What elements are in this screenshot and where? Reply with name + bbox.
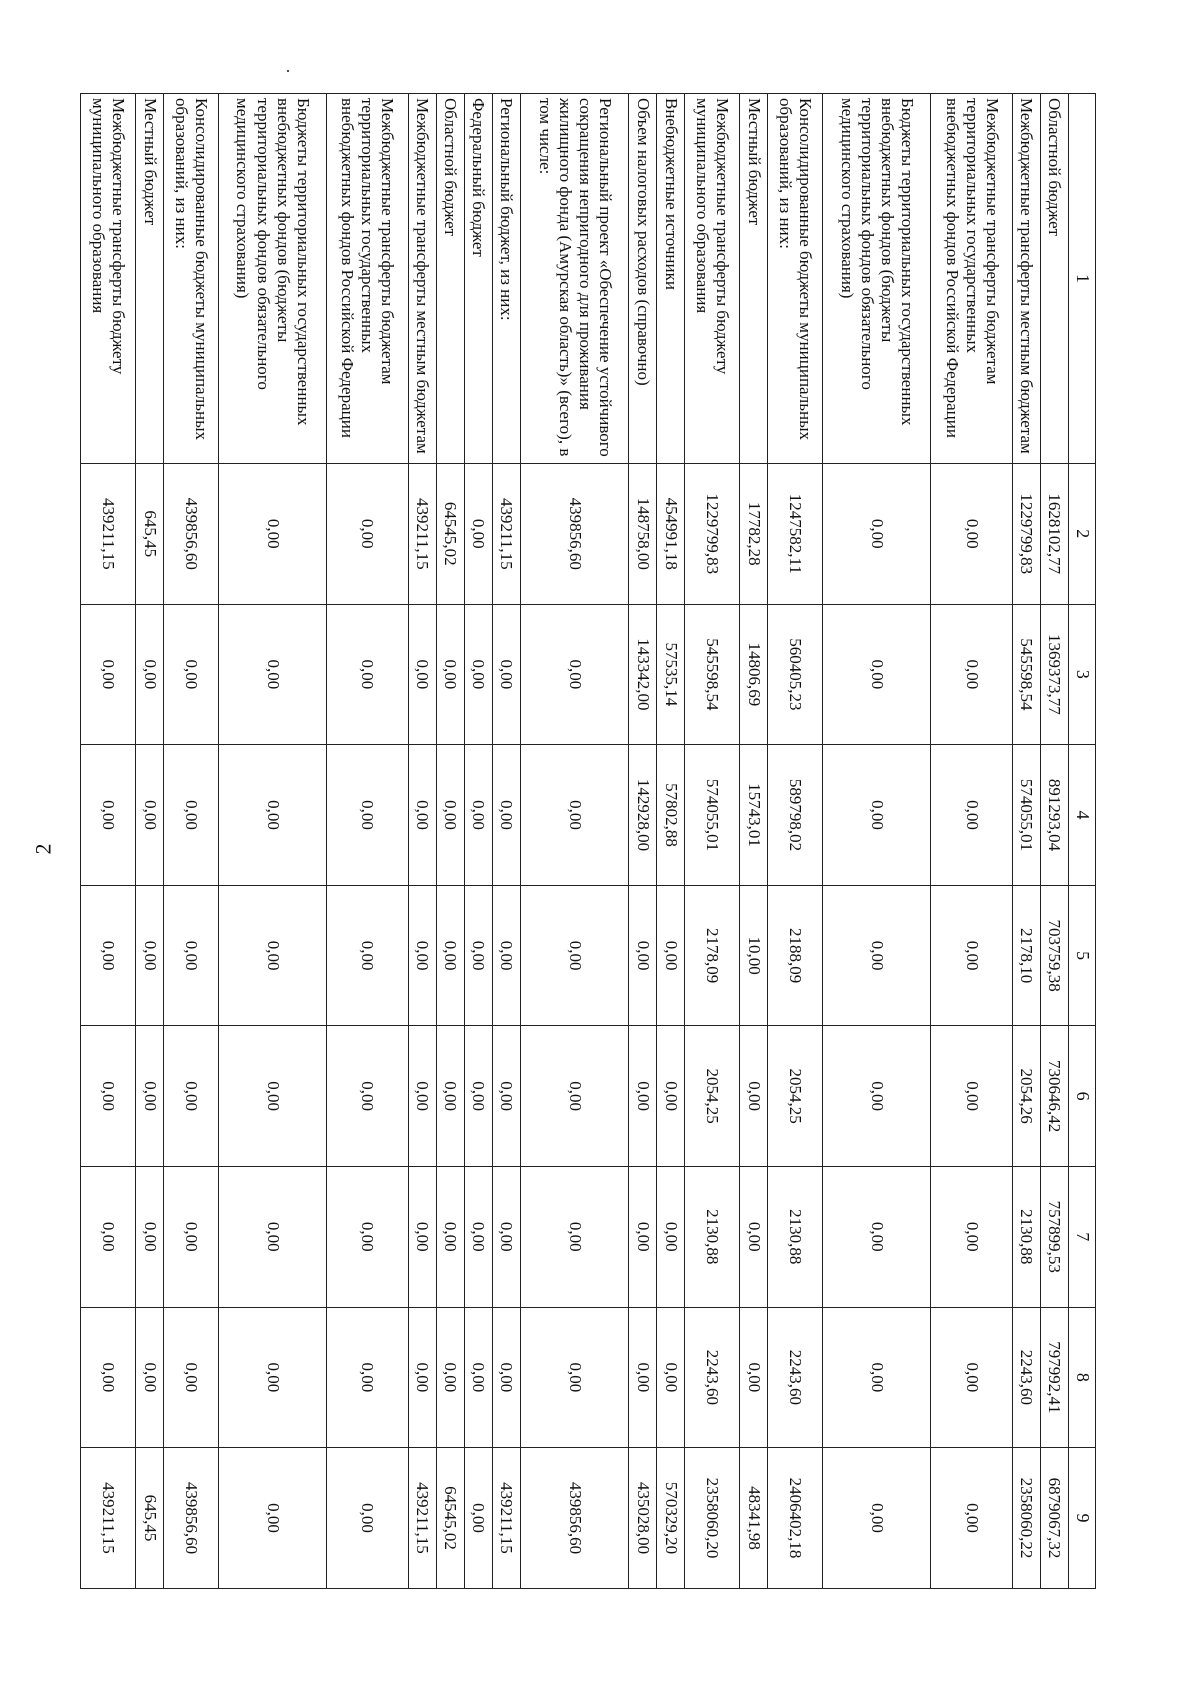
table-cell: 2130,88 [768,1166,823,1307]
table-cell: 0,00 [823,1026,931,1167]
table-cell: 439856,60 [164,1448,219,1589]
table-cell: 0,00 [629,1026,657,1167]
table-cell: 0,00 [408,1307,436,1448]
table-cell: 0,00 [327,745,409,886]
table-cell: 439856,60 [520,1448,628,1589]
table-cell: 64545,02 [436,1448,464,1589]
table-cell: 0,00 [492,745,520,886]
row-label: Консолидированные бюджеты муниципальных образований, из них: [164,94,219,464]
table-cell: 0,00 [327,604,409,745]
table-row [327,94,409,1589]
table-cell: 0,00 [136,885,164,1026]
table-cell: 0,00 [164,1307,219,1448]
table-cell: 2243,60 [685,1307,740,1448]
table-cell: 0,00 [464,464,492,605]
table-cell: 0,00 [520,1166,628,1307]
table-cell: 0,00 [823,745,931,886]
table-cell: 0,00 [408,1026,436,1167]
table-cell: 2188,09 [768,885,823,1026]
table-cell: 0,00 [931,1026,1013,1167]
table-cell: 891293,04 [1040,745,1068,886]
table-cell: 0,00 [823,1448,931,1589]
table-cell: 48341,98 [740,1448,768,1589]
table-row [740,94,768,1589]
table-cell: 0,00 [81,604,136,745]
table-cell: 0,00 [492,1307,520,1448]
table-cell: 0,00 [740,1166,768,1307]
table-cell: 703759,38 [1040,885,1068,1026]
table-cell: 0,00 [464,1026,492,1167]
table-cell: 0,00 [327,1166,409,1307]
table-cell: 0,00 [136,1166,164,1307]
column-header-1: 1 [1069,94,1096,464]
table-cell: 0,00 [436,1026,464,1167]
table-row [136,94,164,1589]
table-cell: 1229799,83 [1012,464,1040,605]
table-cell: 0,00 [823,1166,931,1307]
row-label: Федеральный бюджет [464,94,492,464]
table-cell: 0,00 [823,604,931,745]
row-label: Межбюджетные трансферты бюджетам территориальных государственных внебюджетных фондов Российской Федерации [931,94,1013,464]
column-header-2: 2 [1069,464,1096,605]
table-cell: 2054,26 [1012,1026,1040,1167]
table-cell: 0,00 [520,1026,628,1167]
table-row [218,94,326,1589]
table-cell: 0,00 [931,1307,1013,1448]
row-label: Межбюджетные трансферты бюджетам территориальных государственных внебюджетных фондов Российской Федерации [327,94,409,464]
table-cell: 2243,60 [1012,1307,1040,1448]
row-label: Межбюджетные трансферты бюджету муниципального образования [685,94,740,464]
row-label: Областной бюджет [436,94,464,464]
table-cell: 0,00 [327,885,409,1026]
table-cell: 0,00 [81,745,136,886]
table-cell: 0,00 [408,604,436,745]
row-label: Бюджеты территориальных государственных внебюджетных фондов (бюджеты территориальных фондов обязательного медицинского страхования) [823,94,931,464]
table-cell: 0,00 [81,1026,136,1167]
table-cell: 439211,15 [408,464,436,605]
table-row [768,94,823,1589]
table-cell: 0,00 [464,604,492,745]
table-header-row [1069,94,1096,1589]
table-cell: 0,00 [492,1026,520,1167]
table-cell: 0,00 [657,885,685,1026]
table-cell: 0,00 [136,1026,164,1167]
row-label: Межбюджетные трансферты бюджету муниципального образования [81,94,136,464]
column-header-9: 9 [1069,1448,1096,1589]
row-label: Объем налоговых расходов (справочно) [629,94,657,464]
table-cell: 439211,15 [81,464,136,605]
table-cell: 439856,60 [164,464,219,605]
table-cell: 0,00 [436,604,464,745]
table-cell: 574055,01 [1012,745,1040,886]
row-label: Консолидированные бюджеты муниципальных образований, из них: [768,94,823,464]
table-cell: 645,45 [136,1448,164,1589]
table-cell: 0,00 [81,885,136,1026]
table-cell: 2054,25 [768,1026,823,1167]
table-cell: 0,00 [218,1448,326,1589]
table-cell: 454991,18 [657,464,685,605]
table-cell: 2130,88 [1012,1166,1040,1307]
table-cell: 0,00 [327,1448,409,1589]
table-cell: 0,00 [931,464,1013,605]
table-cell: 0,00 [436,885,464,1026]
table-row [464,94,492,1589]
table-cell: 1247582,11 [768,464,823,605]
table-cell: 0,00 [327,464,409,605]
table-cell: 0,00 [464,745,492,886]
table-cell: 1229799,83 [685,464,740,605]
table-cell: 0,00 [408,885,436,1026]
row-label: Межбюджетные трансферты местным бюджетам [1012,94,1040,464]
table-cell: 435028,00 [629,1448,657,1589]
table-cell: 570329,20 [657,1448,685,1589]
table-cell: 2130,88 [685,1166,740,1307]
table-cell: 0,00 [136,604,164,745]
table-cell: 0,00 [464,885,492,1026]
table-cell: 0,00 [520,1307,628,1448]
table-cell: 0,00 [164,1166,219,1307]
table-cell: 757899,53 [1040,1166,1068,1307]
table-cell: 0,00 [327,1026,409,1167]
table-cell: 0,00 [740,1026,768,1167]
column-header-4: 4 [1069,745,1096,886]
table-cell: 0,00 [629,1307,657,1448]
table-cell: 10,00 [740,885,768,1026]
table-cell: 0,00 [629,1166,657,1307]
table-cell: 0,00 [657,1166,685,1307]
table-row [823,94,931,1589]
table-cell: 0,00 [464,1307,492,1448]
table-cell: 1369373,77 [1040,604,1068,745]
table-row [629,94,657,1589]
row-label: Бюджеты территориальных государственных внебюджетных фондов (бюджеты территориальных фондов обязательного медицинского страхования) [218,94,326,464]
table-cell: 0,00 [164,745,219,886]
table-cell: 0,00 [492,885,520,1026]
table-cell: 0,00 [823,885,931,1026]
table-cell: 0,00 [823,1307,931,1448]
table-cell: 2054,25 [685,1026,740,1167]
table-cell: 0,00 [931,885,1013,1026]
table-row [164,94,219,1589]
table-cell: 0,00 [436,745,464,886]
table-row [931,94,1013,1589]
table-cell: 0,00 [218,1026,326,1167]
table-cell: 2243,60 [768,1307,823,1448]
table-cell: 0,00 [408,745,436,886]
column-header-6: 6 [1069,1026,1096,1167]
table-cell: 574055,01 [685,745,740,886]
table-row [520,94,628,1589]
row-label: Местный бюджет [740,94,768,464]
table-cell: 0,00 [931,1166,1013,1307]
table-cell: 57802,88 [657,745,685,886]
table-cell: 0,00 [408,1166,436,1307]
table-cell: 142928,00 [629,745,657,886]
scan-speck [287,70,289,72]
table-cell: 0,00 [327,1307,409,1448]
row-label: Региональный проект «Обеспечение устойчивого сокращения непригодного для проживания жилищного фонда (Амурская область)» (всего), в том числе: [520,94,628,464]
row-label: Внебюджетные источники [657,94,685,464]
table-cell: 57535,14 [657,604,685,745]
column-header-8: 8 [1069,1307,1096,1448]
table-cell: 0,00 [164,1026,219,1167]
table-cell: 589798,02 [768,745,823,886]
table-cell: 439856,60 [520,464,628,605]
page-number: 2 [30,843,56,855]
table-cell: 0,00 [164,885,219,1026]
table-cell: 0,00 [520,745,628,886]
table-cell: 143342,00 [629,604,657,745]
table-cell: 6879067,32 [1040,1448,1068,1589]
table-cell: 0,00 [657,1307,685,1448]
column-header-3: 3 [1069,604,1096,745]
table-cell: 2178,10 [1012,885,1040,1026]
table-row [685,94,740,1589]
table-row [492,94,520,1589]
table-cell: 0,00 [436,1166,464,1307]
table-cell: 2406402,18 [768,1448,823,1589]
table-cell: 0,00 [464,1448,492,1589]
table-cell: 645,45 [136,464,164,605]
table-cell: 439211,15 [81,1448,136,1589]
table-cell: 730646,42 [1040,1026,1068,1167]
table-cell: 0,00 [136,745,164,886]
table-body [81,94,1069,1589]
table-cell: 1628102,77 [1040,464,1068,605]
table-cell: 797992,41 [1040,1307,1068,1448]
table-row [1012,94,1040,1589]
table-cell: 0,00 [520,885,628,1026]
table-cell: 2358060,20 [685,1448,740,1589]
table-cell: 0,00 [436,1307,464,1448]
budget-table [80,93,1096,1589]
table-cell: 545598,54 [685,604,740,745]
table-row [81,94,136,1589]
table-cell: 0,00 [464,1166,492,1307]
table-row [436,94,464,1589]
row-label: Региональный бюджет, из них: [492,94,520,464]
table-cell: 0,00 [931,1448,1013,1589]
table-cell: 439211,15 [492,1448,520,1589]
table-cell: 0,00 [629,885,657,1026]
table-cell: 0,00 [164,604,219,745]
table-cell: 560405,23 [768,604,823,745]
table-cell: 0,00 [931,745,1013,886]
column-header-5: 5 [1069,885,1096,1026]
table-cell: 0,00 [81,1307,136,1448]
table-cell: 15743,01 [740,745,768,886]
budget-table-container [80,93,1096,1588]
table-row [1040,94,1068,1589]
table-cell: 64545,02 [436,464,464,605]
row-label: Областной бюджет [1040,94,1068,464]
column-header-7: 7 [1069,1166,1096,1307]
table-cell: 0,00 [218,1307,326,1448]
table-cell: 0,00 [81,1166,136,1307]
table-cell: 2178,09 [685,885,740,1026]
table-cell: 0,00 [218,745,326,886]
table-cell: 0,00 [520,604,628,745]
table-cell: 0,00 [218,885,326,1026]
table-cell: 0,00 [492,1166,520,1307]
table-cell: 2358060,22 [1012,1448,1040,1589]
table-cell: 0,00 [823,464,931,605]
table-row [408,94,436,1589]
row-label: Межбюджетные трансферты местным бюджетам [408,94,436,464]
table-cell: 545598,54 [1012,604,1040,745]
table-cell: 0,00 [740,1307,768,1448]
table-cell: 0,00 [136,1307,164,1448]
table-row [657,94,685,1589]
table-cell: 439211,15 [492,464,520,605]
table-cell: 14806,69 [740,604,768,745]
table-cell: 0,00 [218,464,326,605]
table-cell: 0,00 [218,1166,326,1307]
row-label: Местный бюджет [136,94,164,464]
table-cell: 0,00 [492,604,520,745]
table-cell: 17782,28 [740,464,768,605]
table-cell: 439211,15 [408,1448,436,1589]
table-cell: 0,00 [218,604,326,745]
table-cell: 0,00 [657,1026,685,1167]
table-cell: 0,00 [931,604,1013,745]
table-cell: 148758,00 [629,464,657,605]
